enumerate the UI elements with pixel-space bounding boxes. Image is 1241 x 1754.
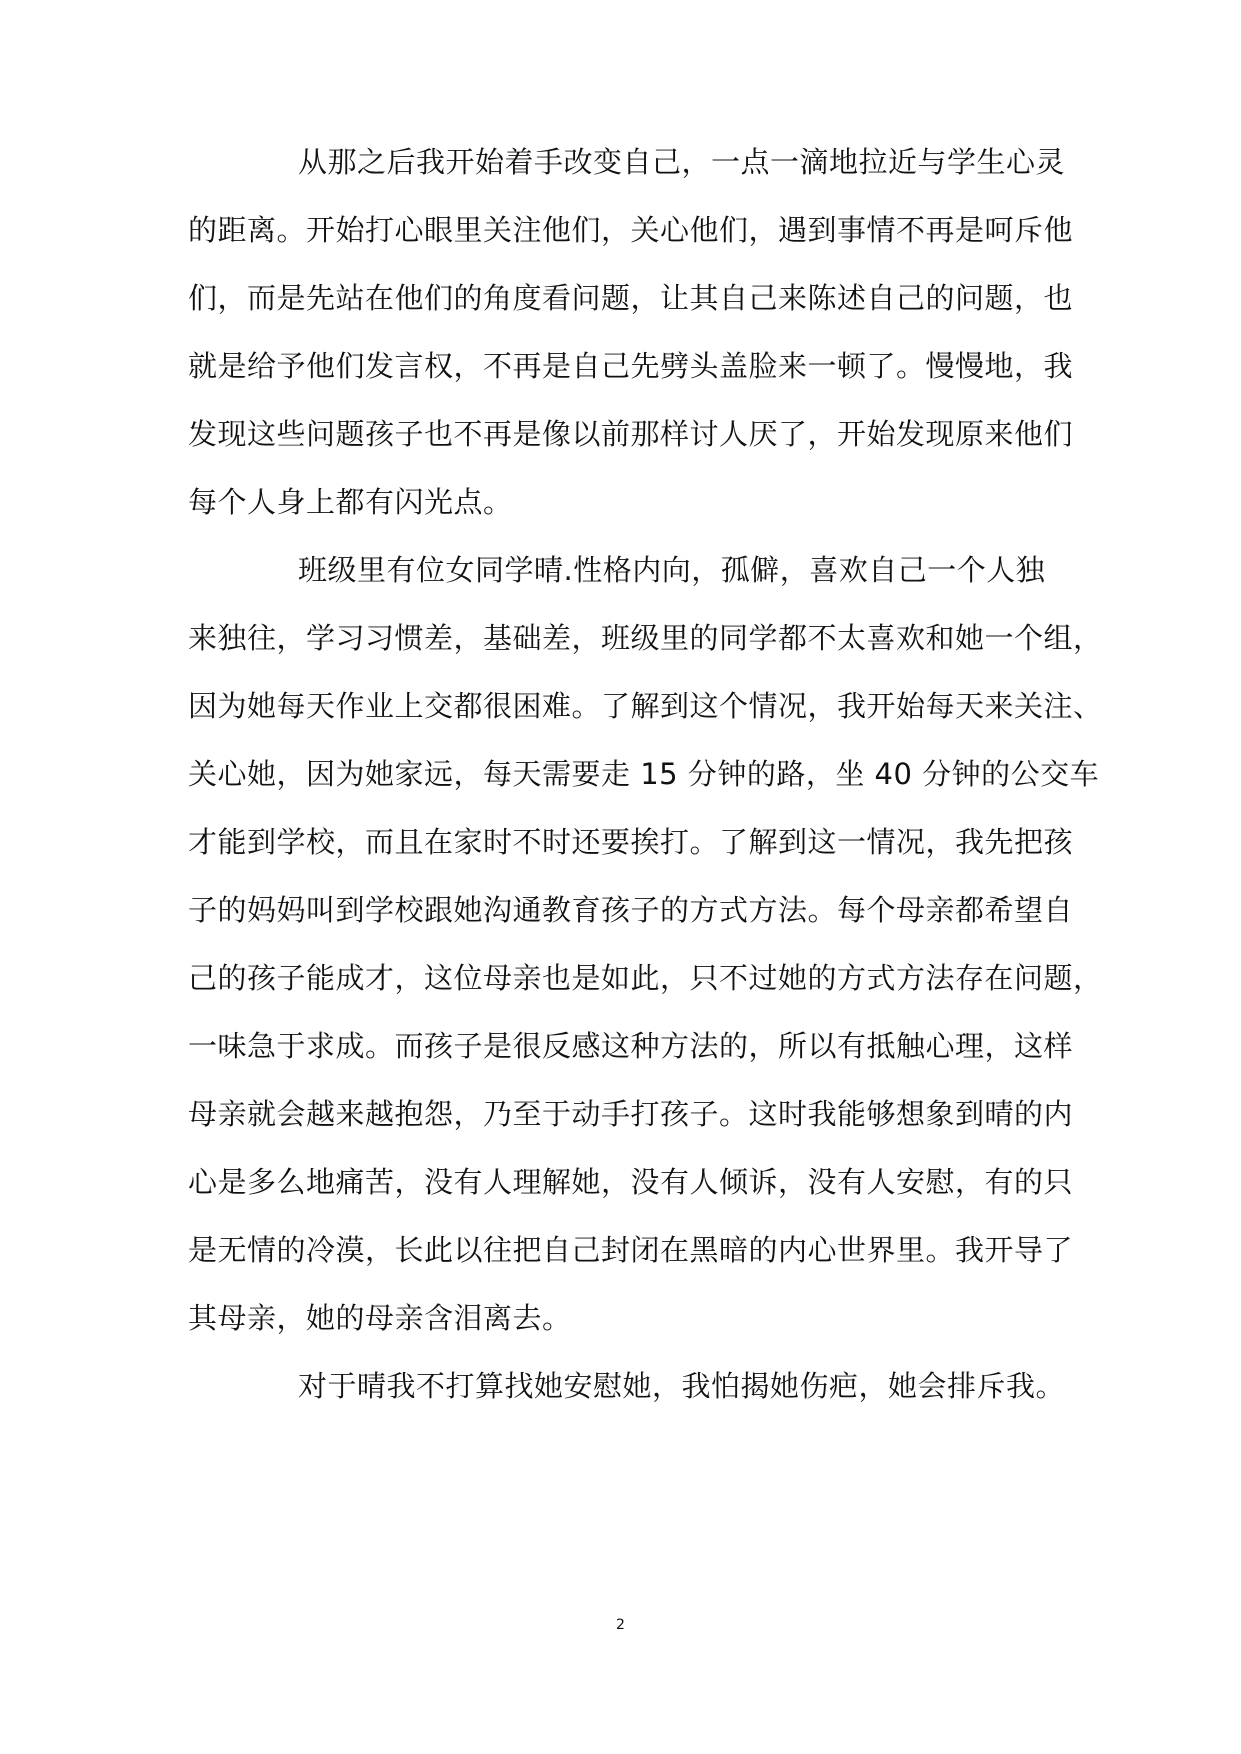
paragraph-2-line-9: 母亲就会越来越抱怨，乃至于动手打孩子。这时我能够想象到晴的内 bbox=[188, 1097, 1074, 1131]
paragraph-2-line-4: 关心她，因为她家远，每天需要走 15 分钟的路，坐 40 分钟的公交车 bbox=[188, 757, 1100, 791]
paragraph-2-line-2: 来独往，学习习惯差，基础差，班级里的同学都不太喜欢和她一个组， bbox=[188, 621, 1103, 655]
page-number: 2 bbox=[616, 1617, 625, 1633]
paragraph-2-line-10: 心是多么地痛苦，没有人理解她，没有人倾诉，没有人安慰，有的只 bbox=[188, 1165, 1074, 1199]
paragraph-2-line-8: 一味急于求成。而孩子是很反感这种方法的，所以有抵触心理，这样 bbox=[188, 1029, 1074, 1063]
paragraph-1-line-2: 的距离。开始打心眼里关注他们，关心他们，遇到事情不再是呵斥他 bbox=[188, 213, 1074, 247]
paragraph-2-line-7: 己的孩子能成才，这位母亲也是如此，只不过她的方式方法存在问题， bbox=[188, 961, 1103, 995]
paragraph-2-line-11: 是无情的冷漠，长此以往把自己封闭在黑暗的内心世界里。我开导了 bbox=[188, 1233, 1074, 1267]
paragraph-3-line-1: 对于晴我不打算找她安慰她，我怕揭她伤疤，她会排斥我。 bbox=[298, 1369, 1066, 1403]
paragraph-2-line-1: 班级里有位女同学晴.性格内向，孤僻，喜欢自己一个人独 bbox=[298, 553, 1046, 587]
paragraph-2-line-5: 才能到学校，而且在家时不时还要挨打。了解到这一情况，我先把孩 bbox=[188, 825, 1074, 859]
paragraph-1-line-4: 就是给予他们发言权，不再是自己先劈头盖脸来一顿了。慢慢地，我 bbox=[188, 349, 1074, 383]
paragraph-1-line-6: 每个人身上都有闪光点。 bbox=[188, 485, 513, 519]
paragraph-2-line-3: 因为她每天作业上交都很困难。了解到这个情况，我开始每天来关注、 bbox=[188, 689, 1103, 723]
paragraph-2-line-6: 子的妈妈叫到学校跟她沟通教育孩子的方式方法。每个母亲都希望自 bbox=[188, 893, 1074, 927]
paragraph-1-line-5: 发现这些问题孩子也不再是像以前那样讨人厌了，开始发现原来他们 bbox=[188, 417, 1074, 451]
paragraph-1-line-3: 们，而是先站在他们的角度看问题，让其自己来陈述自己的问题，也 bbox=[188, 281, 1074, 315]
paragraph-1-line-1: 从那之后我开始着手改变自己，一点一滴地拉近与学生心灵 bbox=[298, 145, 1066, 179]
paragraph-2-line-12: 其母亲，她的母亲含泪离去。 bbox=[188, 1301, 572, 1335]
